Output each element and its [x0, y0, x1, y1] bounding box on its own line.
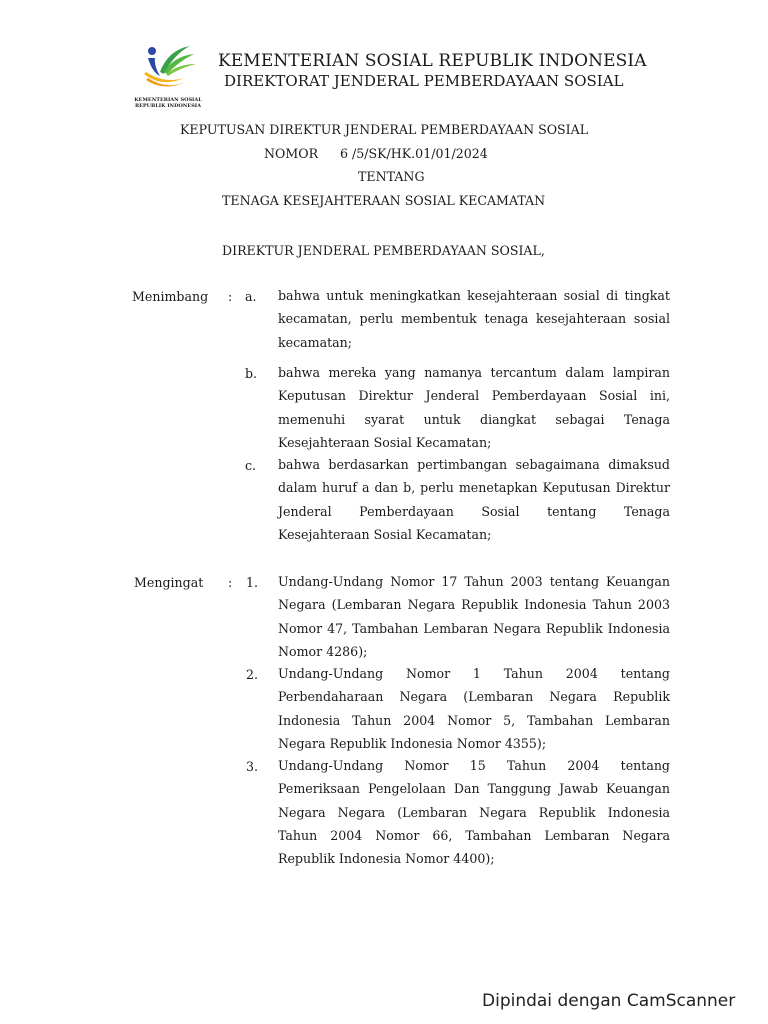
mengingat-marker-1: 1. [246, 575, 259, 590]
menimbang-marker-b: b. [245, 366, 258, 381]
decree-tentang: TENTANG [358, 169, 425, 184]
menimbang-marker-a: a. [245, 289, 257, 304]
directorate-name: DIREKTORAT JENDERAL PEMBERDAYAAN SOSIAL [224, 72, 624, 90]
decree-subject: TENAGA KESEJAHTERAAN SOSIAL KECAMATAN [222, 193, 546, 208]
logo-caption-line2: REPUBLIK INDONESIA [134, 103, 202, 109]
ministry-name: KEMENTERIAN SOSIAL REPUBLIK INDONESIA [218, 51, 647, 71]
camscanner-watermark: Dipindai dengan CamScanner [482, 991, 736, 1011]
ministry-logo [140, 42, 202, 90]
menimbang-item-c: bahwa berdasarkan pertimbangan sebagaimana dimaksud dalam huruf a dan b, perlu menetapkan Keputusan Direktur Jenderal Pemberdayaan Sosial tentang Tenaga Kesejahteraan Sosial Kecamatan; [278, 457, 670, 542]
menimbang-colon: : [228, 289, 233, 304]
decree-number-value: 6 /5/SK/HK.01/01/2024 [340, 146, 488, 161]
mengingat-colon: : [228, 575, 233, 590]
director-heading: DIREKTUR JENDERAL PEMBERDAYAAN SOSIAL, [222, 243, 545, 258]
menimbang-item-b: bahwa mereka yang namanya tercantum dalam lampiran Keputusan Direktur Jenderal Pemberdayaan Sosial ini, memenuhi syarat untuk diangkat sebagai Tenaga Kesejahteraan Sosial Kecamatan; [278, 365, 670, 450]
decree-title: KEPUTUSAN DIREKTUR JENDERAL PEMBERDAYAAN SOSIAL [180, 122, 589, 137]
mengingat-item-2: Undang-Undang Nomor 1 Tahun 2004 tentang Perbendaharaan Negara (Lembaran Negara Republik Indonesia Tahun 2004 Nomor 5, Tambahan Lembaran Negara Republik Indonesia Nomor 4355); [278, 666, 670, 751]
menimbang-label: Menimbang [132, 289, 209, 304]
logo-caption [126, 97, 210, 109]
menimbang-marker-c: c. [245, 458, 257, 473]
menimbang-item-a: bahwa untuk meningkatkan kesejahteraan sosial di tingkat kecamatan, perlu membentuk tenaga kesejahteraan sosial kecamatan; [278, 288, 670, 350]
mengingat-item-3: Undang-Undang Nomor 15 Tahun 2004 tentang Pemeriksaan Pengelolaan Dan Tanggung Jawab Keuangan Negara Negara (Lembaran Negara Republik Indonesia Tahun 2004 Nomor 66, Tambahan Lembaran Negara Republik Indonesia Nomor 4400); [278, 758, 670, 867]
decree-number-label: NOMOR [264, 146, 319, 161]
mengingat-marker-2: 2. [246, 667, 259, 682]
logo-caption-line1: KEMENTERIAN SOSIAL [134, 97, 202, 103]
mengingat-label: Mengingat [134, 575, 204, 590]
mengingat-item-1: Undang-Undang Nomor 17 Tahun 2003 tentang Keuangan Negara (Lembaran Negara Republik Indonesia Tahun 2003 Nomor 47, Tambahan Lembaran Negara Republik Indonesia Nomor 4286); [278, 574, 670, 659]
mengingat-marker-3: 3. [246, 759, 259, 774]
